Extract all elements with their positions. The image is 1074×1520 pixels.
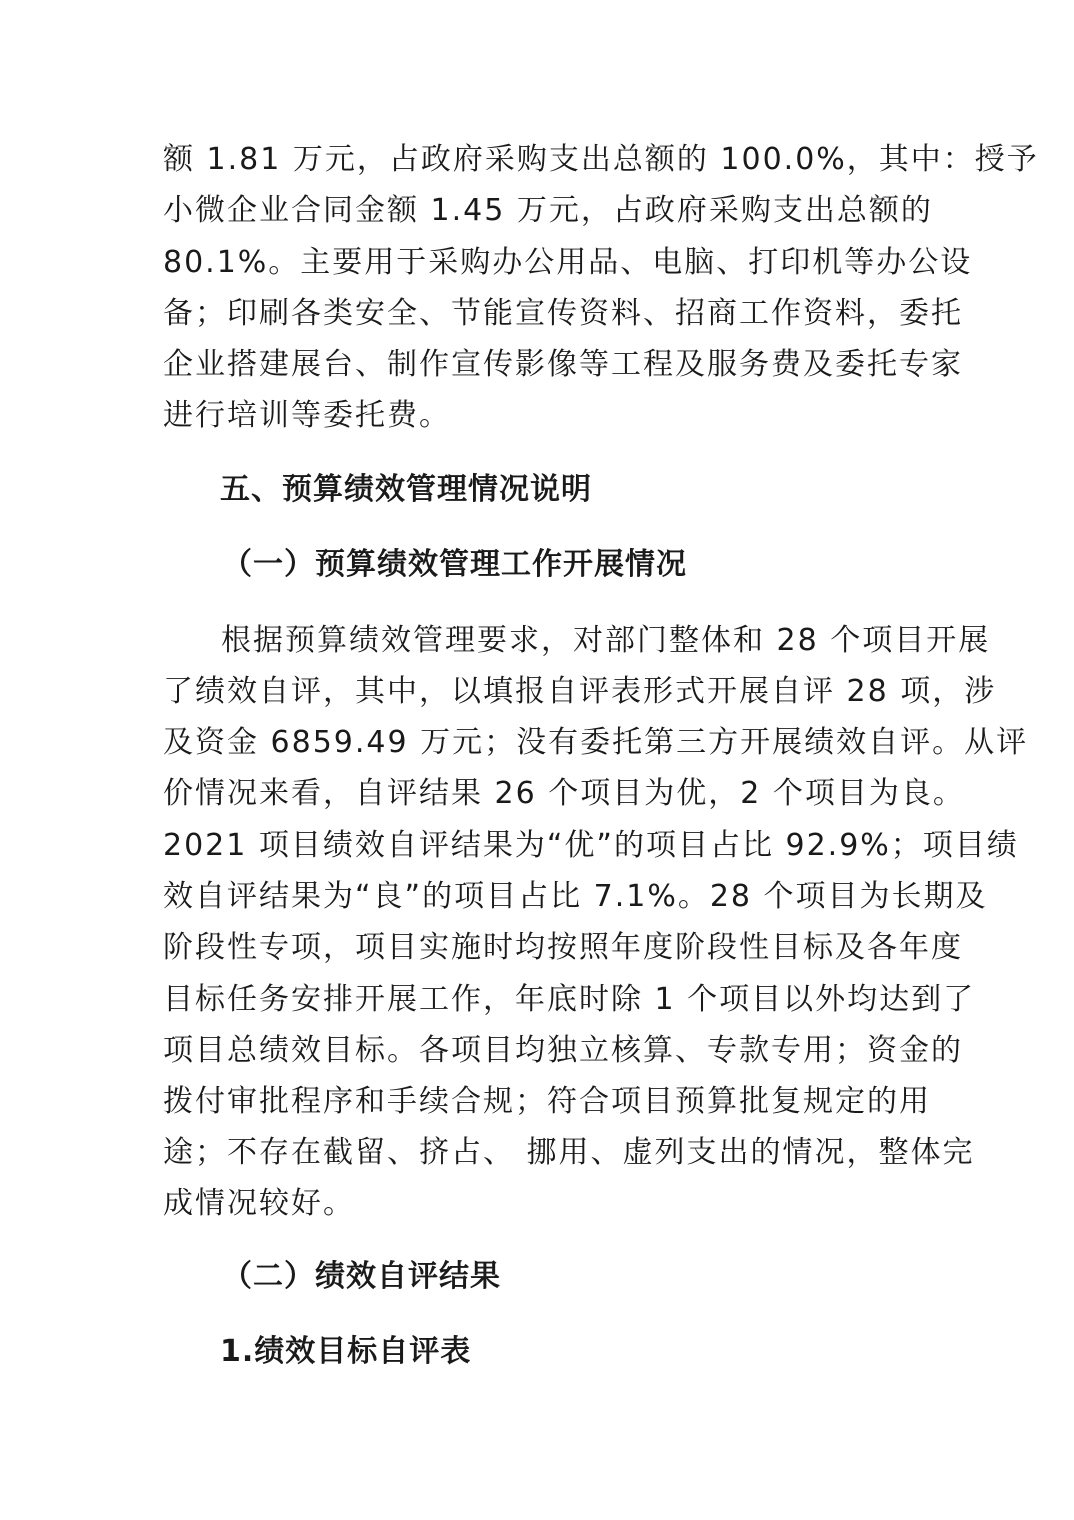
paragraph-line: 拨付审批程序和手续合规；符合项目预算批复规定的用 bbox=[163, 1084, 931, 1119]
paragraph-line: 项目总绩效目标。各项目均独立核算、专款专用；资金的 bbox=[163, 1033, 963, 1068]
paragraph-line: 根据预算绩效管理要求，对部门整体和 28 个项目开展 bbox=[221, 623, 991, 658]
paragraph-line: 及资金 6859.49 万元；没有委托第三方开展绩效自评。从评 bbox=[163, 725, 1029, 760]
paragraph-line: 阶段性专项，项目实施时均按照年度阶段性目标及各年度 bbox=[163, 930, 963, 965]
paragraph-line: 途；不存在截留、挤占、 挪用、虚列支出的情况，整体完 bbox=[163, 1135, 975, 1170]
paragraph-line: 企业搭建展台、制作宣传影像等工程及服务费及委托专家 bbox=[163, 347, 963, 382]
paragraph-line: 进行培训等委托费。 bbox=[163, 398, 451, 433]
item-heading: 1.绩效目标自评表 bbox=[220, 1334, 472, 1369]
paragraph-line: 了绩效自评，其中，以填报自评表形式开展自评 28 项，涉 bbox=[163, 674, 997, 709]
subsection-heading: （二）绩效自评结果 bbox=[222, 1259, 501, 1294]
paragraph-line: 备；印刷各类安全、节能宣传资料、招商工作资料，委托 bbox=[163, 296, 963, 331]
paragraph-line: 价情况来看，自评结果 26 个项目为优，2 个项目为良。 bbox=[163, 776, 965, 811]
subsection-heading: （一）预算绩效管理工作开展情况 bbox=[222, 547, 687, 582]
paragraph-line: 额 1.81 万元，占政府采购支出总额的 100.0%，其中：授予 bbox=[163, 142, 1039, 177]
paragraph-line: 成情况较好。 bbox=[163, 1186, 355, 1221]
paragraph-line: 目标任务安排开展工作，年底时除 1 个项目以外均达到了 bbox=[163, 982, 976, 1017]
paragraph-line: 2021 项目绩效自评结果为“优”的项目占比 92.9%；项目绩 bbox=[163, 828, 1019, 863]
section-heading: 五、预算绩效管理情况说明 bbox=[220, 472, 592, 507]
paragraph-line: 80.1%。主要用于采购办公用品、电脑、打印机等办公设 bbox=[163, 245, 973, 280]
paragraph-line: 小微企业合同金额 1.45 万元，占政府采购支出总额的 bbox=[163, 193, 933, 228]
paragraph-line: 效自评结果为“良”的项目占比 7.1%。28 个项目为长期及 bbox=[163, 879, 988, 914]
